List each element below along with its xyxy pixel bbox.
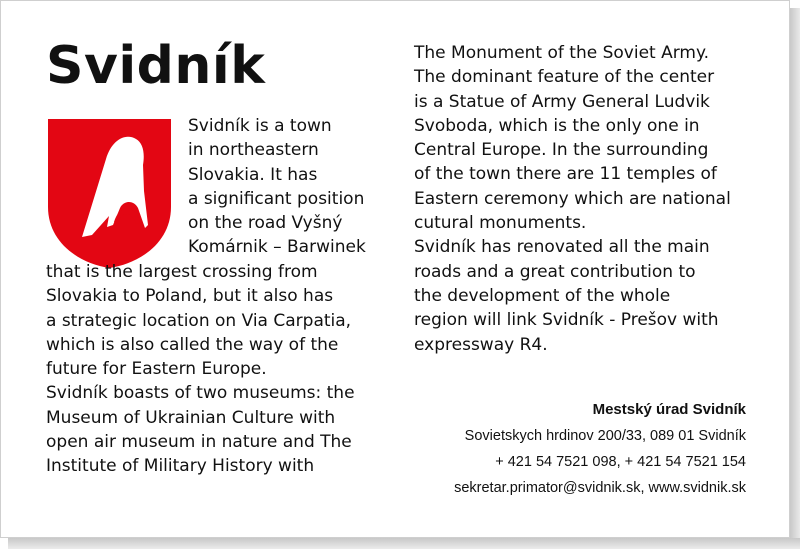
address: Sovietskych hrdinov 200/33, 089 01 Svidník [464, 428, 746, 444]
body-line: that is the largest crossing from [46, 262, 318, 282]
right-line: roads and a great contribution to [414, 261, 696, 282]
right-line: Central Europe. In the surrounding [414, 140, 709, 161]
intro-line: Svidník is a town [188, 116, 332, 136]
contact-block [454, 397, 746, 501]
right-line: Eastern ceremony which are national [414, 188, 731, 209]
right-line: of the town there are 11 temples of [414, 164, 717, 185]
body-line: a strategic location on Via Carpatia, [46, 310, 352, 331]
right-line: cutural monuments. [414, 213, 587, 234]
right-line: the development of the whole [414, 285, 671, 306]
email-and-website[interactable]: sekretar.primator@svidnik.sk, www.svidnik.sk [454, 480, 746, 496]
right-line: The dominant feature of the center [414, 67, 715, 88]
body-line: future for Eastern Europe. [46, 359, 267, 380]
phone-numbers: + 421 54 7521 098, + 421 54 7521 154 [495, 454, 746, 470]
right-column-text [414, 41, 759, 357]
page-title: Svidník [46, 36, 266, 96]
body-line: open air museum in nature and The [46, 432, 352, 453]
intro-line: Komárnik – Barwinek [188, 237, 366, 258]
coat-of-arms-icon [46, 117, 173, 269]
organization-name: Mestský úrad Svidník [592, 401, 746, 418]
body-line: Institute of Military History with [46, 456, 315, 477]
right-line: is a Statue of Army General Ludvik [414, 91, 710, 112]
body-text [46, 260, 391, 479]
right-line: region will link Svidník - Prešov with [414, 310, 719, 331]
card-shadow-right [790, 8, 800, 549]
right-line: Svidník has renovated all the main [414, 237, 710, 258]
right-line: Svoboda, which is the only one in [414, 115, 700, 136]
right-line: The Monument of the Soviet Army. [414, 43, 710, 63]
intro-line: a significant position [188, 188, 365, 209]
body-line: Svidník boasts of two museums: the [46, 383, 355, 404]
intro-text [188, 114, 388, 260]
body-line: Slovakia to Poland, but it also has [46, 286, 334, 307]
body-line: which is also called the way of the [46, 334, 339, 355]
intro-line: on the road Vyšný [188, 213, 343, 234]
body-line: Museum of Ukrainian Culture with [46, 407, 336, 428]
intro-line: Slovakia. It has [188, 164, 318, 185]
right-line: expressway R4. [414, 334, 548, 355]
intro-line: in northeastern [188, 140, 319, 161]
card-shadow-bottom [8, 538, 800, 549]
